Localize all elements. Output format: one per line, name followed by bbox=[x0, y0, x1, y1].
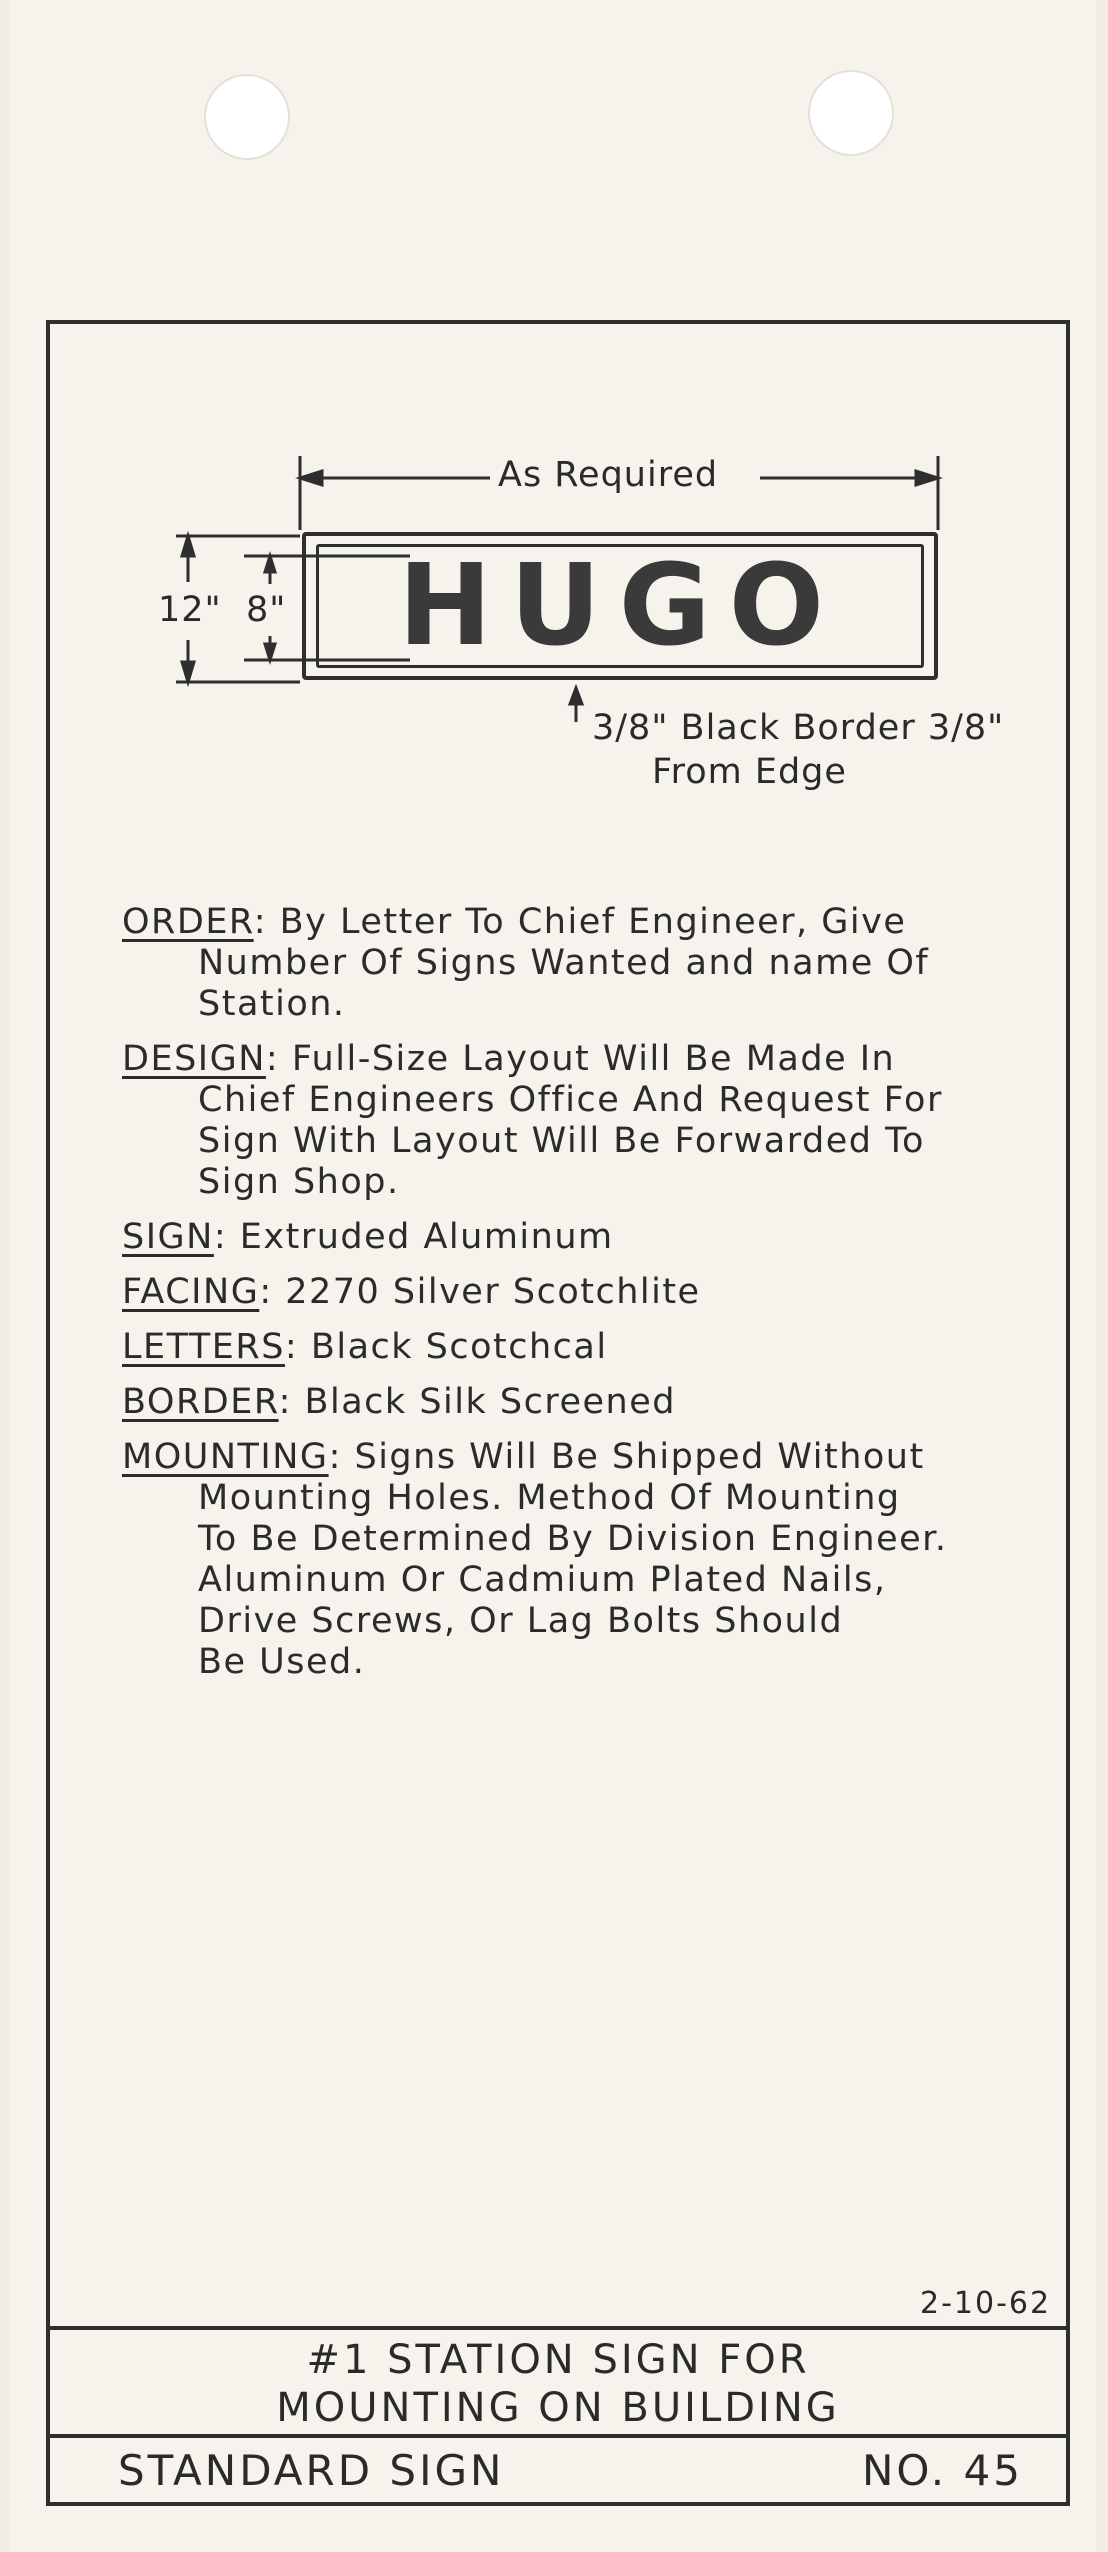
spec-item bbox=[122, 1437, 1042, 1683]
spec-term: DESIGN bbox=[122, 1039, 266, 1079]
spec-term: SIGN bbox=[122, 1217, 214, 1257]
spec-continuation-line: Drive Screws, Or Lag Bolts Should bbox=[198, 1601, 844, 1641]
spec-text: 2270 Silver Scotchlite bbox=[285, 1272, 701, 1312]
spec-colon: : bbox=[265, 1039, 292, 1079]
spec-item bbox=[122, 1327, 1042, 1368]
title-line-1: #1 STATION SIGN FOR bbox=[306, 2337, 810, 2383]
spec-term: FACING bbox=[122, 1272, 260, 1312]
spec-text: Full-Size Layout Will Be Made In bbox=[291, 1039, 896, 1079]
spec-colon: : bbox=[278, 1382, 305, 1422]
sign-number-label: NO. 45 bbox=[862, 2446, 1023, 2495]
dimension-lines bbox=[0, 0, 1108, 820]
spec-text: Signs Will Be Shipped Without bbox=[354, 1437, 925, 1477]
spec-colon: : bbox=[284, 1327, 311, 1367]
spec-continuation-line: Station. bbox=[198, 984, 346, 1024]
spec-continuation-line: Aluminum Or Cadmium Plated Nails, bbox=[198, 1560, 887, 1600]
height-inner-label: 8" bbox=[246, 590, 287, 630]
revision-date: 2-10-62 bbox=[920, 2286, 1052, 2321]
sign-border-outer bbox=[302, 532, 938, 680]
spec-item bbox=[122, 1382, 1042, 1423]
height-outer-label: 12" bbox=[158, 590, 222, 630]
spec-colon: : bbox=[253, 902, 280, 942]
spec-text: Black Silk Screened bbox=[304, 1382, 676, 1422]
spec-text: Black Scotchcal bbox=[310, 1327, 608, 1367]
spec-colon: : bbox=[213, 1217, 240, 1257]
standard-sign-label: STANDARD SIGN bbox=[118, 2446, 505, 2495]
width-dimension-label: As Required bbox=[498, 455, 719, 495]
spec-item bbox=[122, 1039, 1042, 1203]
spec-term: MOUNTING bbox=[122, 1437, 329, 1477]
spec-colon: : bbox=[259, 1272, 286, 1312]
spec-continuation-line: Mounting Holes. Method Of Mounting bbox=[198, 1478, 901, 1518]
spec-continuation-line: Sign With Layout Will Be Forwarded To bbox=[198, 1121, 925, 1161]
spec-item bbox=[122, 1217, 1042, 1258]
spec-term: BORDER bbox=[122, 1382, 279, 1422]
spec-item bbox=[122, 902, 1042, 1025]
border-note-line1: 3/8" Black Border 3/8" bbox=[592, 708, 1005, 748]
spec-continuation-line: Be Used. bbox=[198, 1642, 366, 1682]
title-line-2: MOUNTING ON BUILDING bbox=[276, 2385, 840, 2431]
spec-colon: : bbox=[328, 1437, 355, 1477]
title-block-top-rule bbox=[46, 2326, 1070, 2330]
spec-continuation-line: To Be Determined By Division Engineer. bbox=[198, 1519, 948, 1559]
sign-lettering: HUGO bbox=[398, 541, 842, 671]
spec-continuation-line: Chief Engineers Office And Request For bbox=[198, 1080, 943, 1120]
spec-term: LETTERS bbox=[122, 1327, 285, 1367]
border-note-line2: From Edge bbox=[652, 752, 847, 792]
spec-continuation-line: Sign Shop. bbox=[198, 1162, 400, 1202]
spec-term: ORDER bbox=[122, 902, 254, 942]
spec-text: Extruded Aluminum bbox=[239, 1217, 614, 1257]
title-block-bottom-rule bbox=[46, 2434, 1070, 2438]
sign-border-inner bbox=[316, 541, 924, 671]
spec-continuation-line: Number Of Signs Wanted and name Of bbox=[198, 943, 930, 983]
spec-item bbox=[122, 1272, 1042, 1313]
spec-list bbox=[122, 902, 1042, 1697]
spec-text: By Letter To Chief Engineer, Give bbox=[279, 902, 907, 942]
